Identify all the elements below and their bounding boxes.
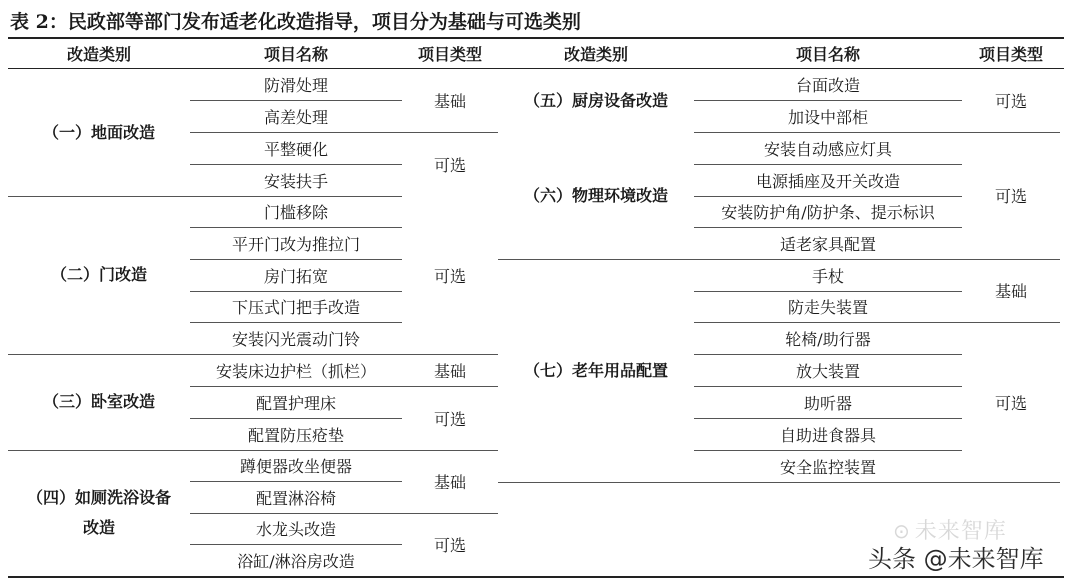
list-item: 房门拓宽	[263, 266, 328, 286]
header-item-left: 项目名称	[263, 44, 328, 64]
list-item: 适老家具配置	[779, 234, 876, 254]
header-item-right: 项目名称	[795, 44, 860, 64]
type-cell: 基础	[433, 473, 466, 492]
type-cell: 可选	[433, 155, 466, 175]
category-elderly-supplies: （七）老年用品配置	[523, 361, 668, 380]
table-title: 表 2：民政部等部门发布适老化改造指导，项目分为基础与可选类别	[10, 11, 581, 33]
type-cell: 基础	[433, 92, 466, 111]
list-item: 安装自动感应灯具	[763, 139, 892, 159]
list-item: 安全监控装置	[779, 457, 876, 477]
row-divider	[694, 100, 962, 101]
list-item: 电源插座及开关改造	[755, 171, 900, 191]
list-item: 加设中部柜	[787, 107, 868, 127]
type-cell: 可选	[433, 409, 466, 429]
row-divider	[190, 291, 402, 292]
list-item: 下压式门把手改造	[231, 298, 360, 317]
category-environment: （六）物理环境改造	[523, 185, 668, 205]
list-item: 配置护理床	[255, 393, 336, 413]
row-divider	[190, 513, 498, 514]
list-item: 安装床边护栏（抓栏）	[215, 361, 376, 381]
type-cell: 基础	[433, 361, 466, 381]
category-floor: （一）地面改造	[42, 122, 155, 142]
list-item: 安装防护角/防护条、提示标识	[721, 203, 935, 222]
row-divider	[190, 227, 402, 228]
header-type-right: 项目类型	[978, 44, 1043, 64]
list-item: 浴缸/淋浴房改造	[237, 551, 355, 571]
list-item: 水龙头改造	[255, 520, 336, 539]
list-item: 助听器	[803, 393, 852, 413]
row-divider	[694, 132, 1060, 133]
list-item: 台面改造	[795, 76, 860, 95]
list-item: 防滑处理	[263, 76, 328, 95]
row-divider	[694, 418, 962, 419]
type-cell: 可选	[994, 187, 1027, 206]
row-divider	[694, 291, 962, 292]
list-item: 配置防压疮垫	[247, 425, 344, 445]
category-kitchen: （五）厨房设备改造	[523, 90, 668, 110]
watermark-credit: 头条 @未来智库	[868, 545, 1044, 573]
row-divider	[694, 227, 962, 228]
row-divider	[190, 259, 402, 260]
list-item: 高差处理	[263, 107, 328, 127]
list-item: 轮椅/助行器	[785, 329, 871, 349]
category-bedroom: （三）卧室改造	[42, 392, 155, 411]
row-divider	[190, 386, 498, 387]
row-divider	[8, 450, 498, 451]
list-item: 蹲便器改坐便器	[239, 457, 352, 476]
row-divider	[498, 259, 1060, 260]
row-divider	[694, 450, 962, 451]
row-divider	[190, 418, 402, 419]
header-category-right: 改造类别	[563, 44, 628, 64]
row-divider	[190, 322, 402, 323]
list-item: 平整硬化	[263, 139, 328, 159]
list-item: 安装闪光震动门铃	[231, 329, 360, 349]
list-item: 自助进食器具	[779, 425, 876, 445]
row-divider	[190, 481, 402, 482]
row-divider	[498, 482, 1060, 483]
wechat-icon: ⊙	[893, 519, 911, 543]
bottom-rule	[8, 576, 1064, 578]
row-divider	[190, 100, 402, 101]
category-bathroom	[8, 450, 190, 575]
list-item: 手杖	[811, 266, 844, 286]
list-item: 防走失装置	[787, 298, 868, 317]
row-divider	[694, 196, 962, 197]
row-divider	[694, 322, 1060, 323]
row-divider	[694, 386, 962, 387]
type-cell: 可选	[433, 266, 466, 286]
category-bathroom-line2: 改造	[82, 517, 115, 537]
type-cell: 基础	[994, 282, 1027, 301]
category-door: （二）门改造	[50, 265, 147, 284]
list-item: 平开门改为推拉门	[231, 234, 360, 254]
type-cell: 可选	[994, 393, 1027, 413]
row-divider	[190, 544, 402, 545]
watermark-brand-text: 未来智库	[914, 519, 1007, 544]
row-divider	[694, 164, 962, 165]
list-item: 门槛移除	[263, 203, 328, 222]
list-item: 配置淋浴椅	[255, 488, 336, 508]
header-type-left: 项目类型	[417, 44, 482, 64]
row-divider	[190, 164, 402, 165]
type-cell: 可选	[994, 92, 1027, 111]
category-bathroom-line1: （四）如厕洗浴设备	[26, 487, 171, 507]
row-divider	[8, 354, 498, 355]
row-divider	[694, 354, 962, 355]
header-category-left: 改造类别	[66, 44, 131, 64]
row-divider	[8, 196, 402, 197]
row-divider	[190, 132, 498, 133]
list-item: 放大装置	[795, 361, 860, 381]
list-item: 安装扶手	[263, 171, 328, 191]
type-cell: 可选	[433, 536, 466, 555]
